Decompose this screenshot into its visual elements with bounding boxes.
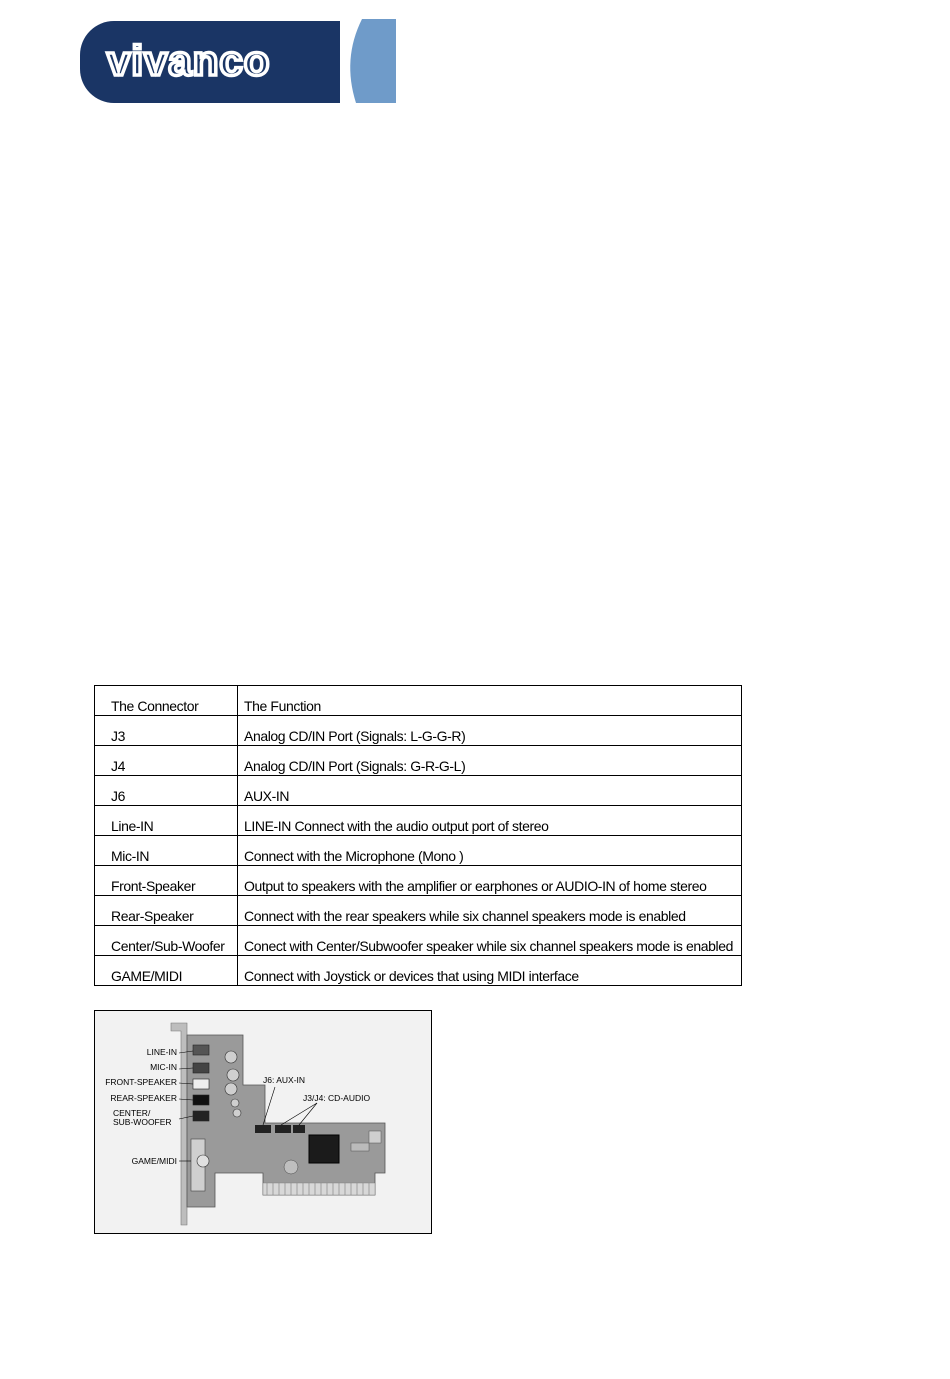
photo-label-center: CENTER/ (113, 1108, 151, 1118)
connector-cell: Mic-IN (95, 836, 238, 866)
table-row (95, 716, 742, 746)
connector-cell: J6 (95, 776, 238, 806)
table-row (95, 956, 742, 986)
connector-cell: Line-IN (95, 806, 238, 836)
table-row (95, 896, 742, 926)
connector-cell: J3 (95, 716, 238, 746)
connector-cell: GAME/MIDI (95, 956, 238, 986)
function-cell: Connect with Joystick or devices that using MIDI interface (238, 956, 742, 986)
table-header-row (95, 686, 742, 716)
photo-label-mic-in: MIC-IN (150, 1062, 177, 1072)
header-function: The Function (238, 686, 742, 716)
function-cell: Connect with the Microphone (Mono ) (238, 836, 742, 866)
connector-cell: J4 (95, 746, 238, 776)
table-row (95, 746, 742, 776)
photo-label-line-in: LINE-IN (146, 1047, 177, 1057)
photo-label-aux-in: J6: AUX-IN (263, 1075, 306, 1085)
connector-cell: Front-Speaker (95, 866, 238, 896)
function-cell: Analog CD/IN Port (Signals: G-R-G-L) (238, 746, 742, 776)
function-cell: Connect with the rear speakers while six channel speakers mode is enabled (238, 896, 742, 926)
connector-cell: Rear-Speaker (95, 896, 238, 926)
photo-label-rear-speaker: REAR-SPEAKER (110, 1093, 177, 1103)
table-row (95, 836, 742, 866)
vivanco-logo (80, 19, 396, 105)
function-cell: Conect with Center/Subwoofer speaker while six channel speakers mode is enabled (238, 926, 742, 956)
function-cell: Analog CD/IN Port (Signals: L-G-G-R) (238, 716, 742, 746)
photo-label-cd-audio: J3/J4: CD-AUDIO (303, 1093, 371, 1103)
table-row (95, 926, 742, 956)
connector-table (94, 685, 742, 986)
photo-label-game-midi: GAME/MIDI (131, 1156, 177, 1166)
connector-cell: Center/Sub-Woofer (95, 926, 238, 956)
table-row (95, 776, 742, 806)
function-cell: LINE-IN Connect with the audio output port of stereo (238, 806, 742, 836)
function-cell: Output to speakers with the amplifier or earphones or AUDIO-IN of home stereo (238, 866, 742, 896)
table-row (95, 866, 742, 896)
function-cell: AUX-IN (238, 776, 742, 806)
svg-text:vivanco: vivanco (107, 37, 271, 84)
photo-label-sub-woofer: SUB-WOOFER (113, 1117, 172, 1127)
photo-label-front-speaker: FRONT-SPEAKER (105, 1077, 177, 1087)
header-connector: The Connector (95, 686, 238, 716)
sound-card-photo (94, 1010, 432, 1234)
table-row (95, 806, 742, 836)
